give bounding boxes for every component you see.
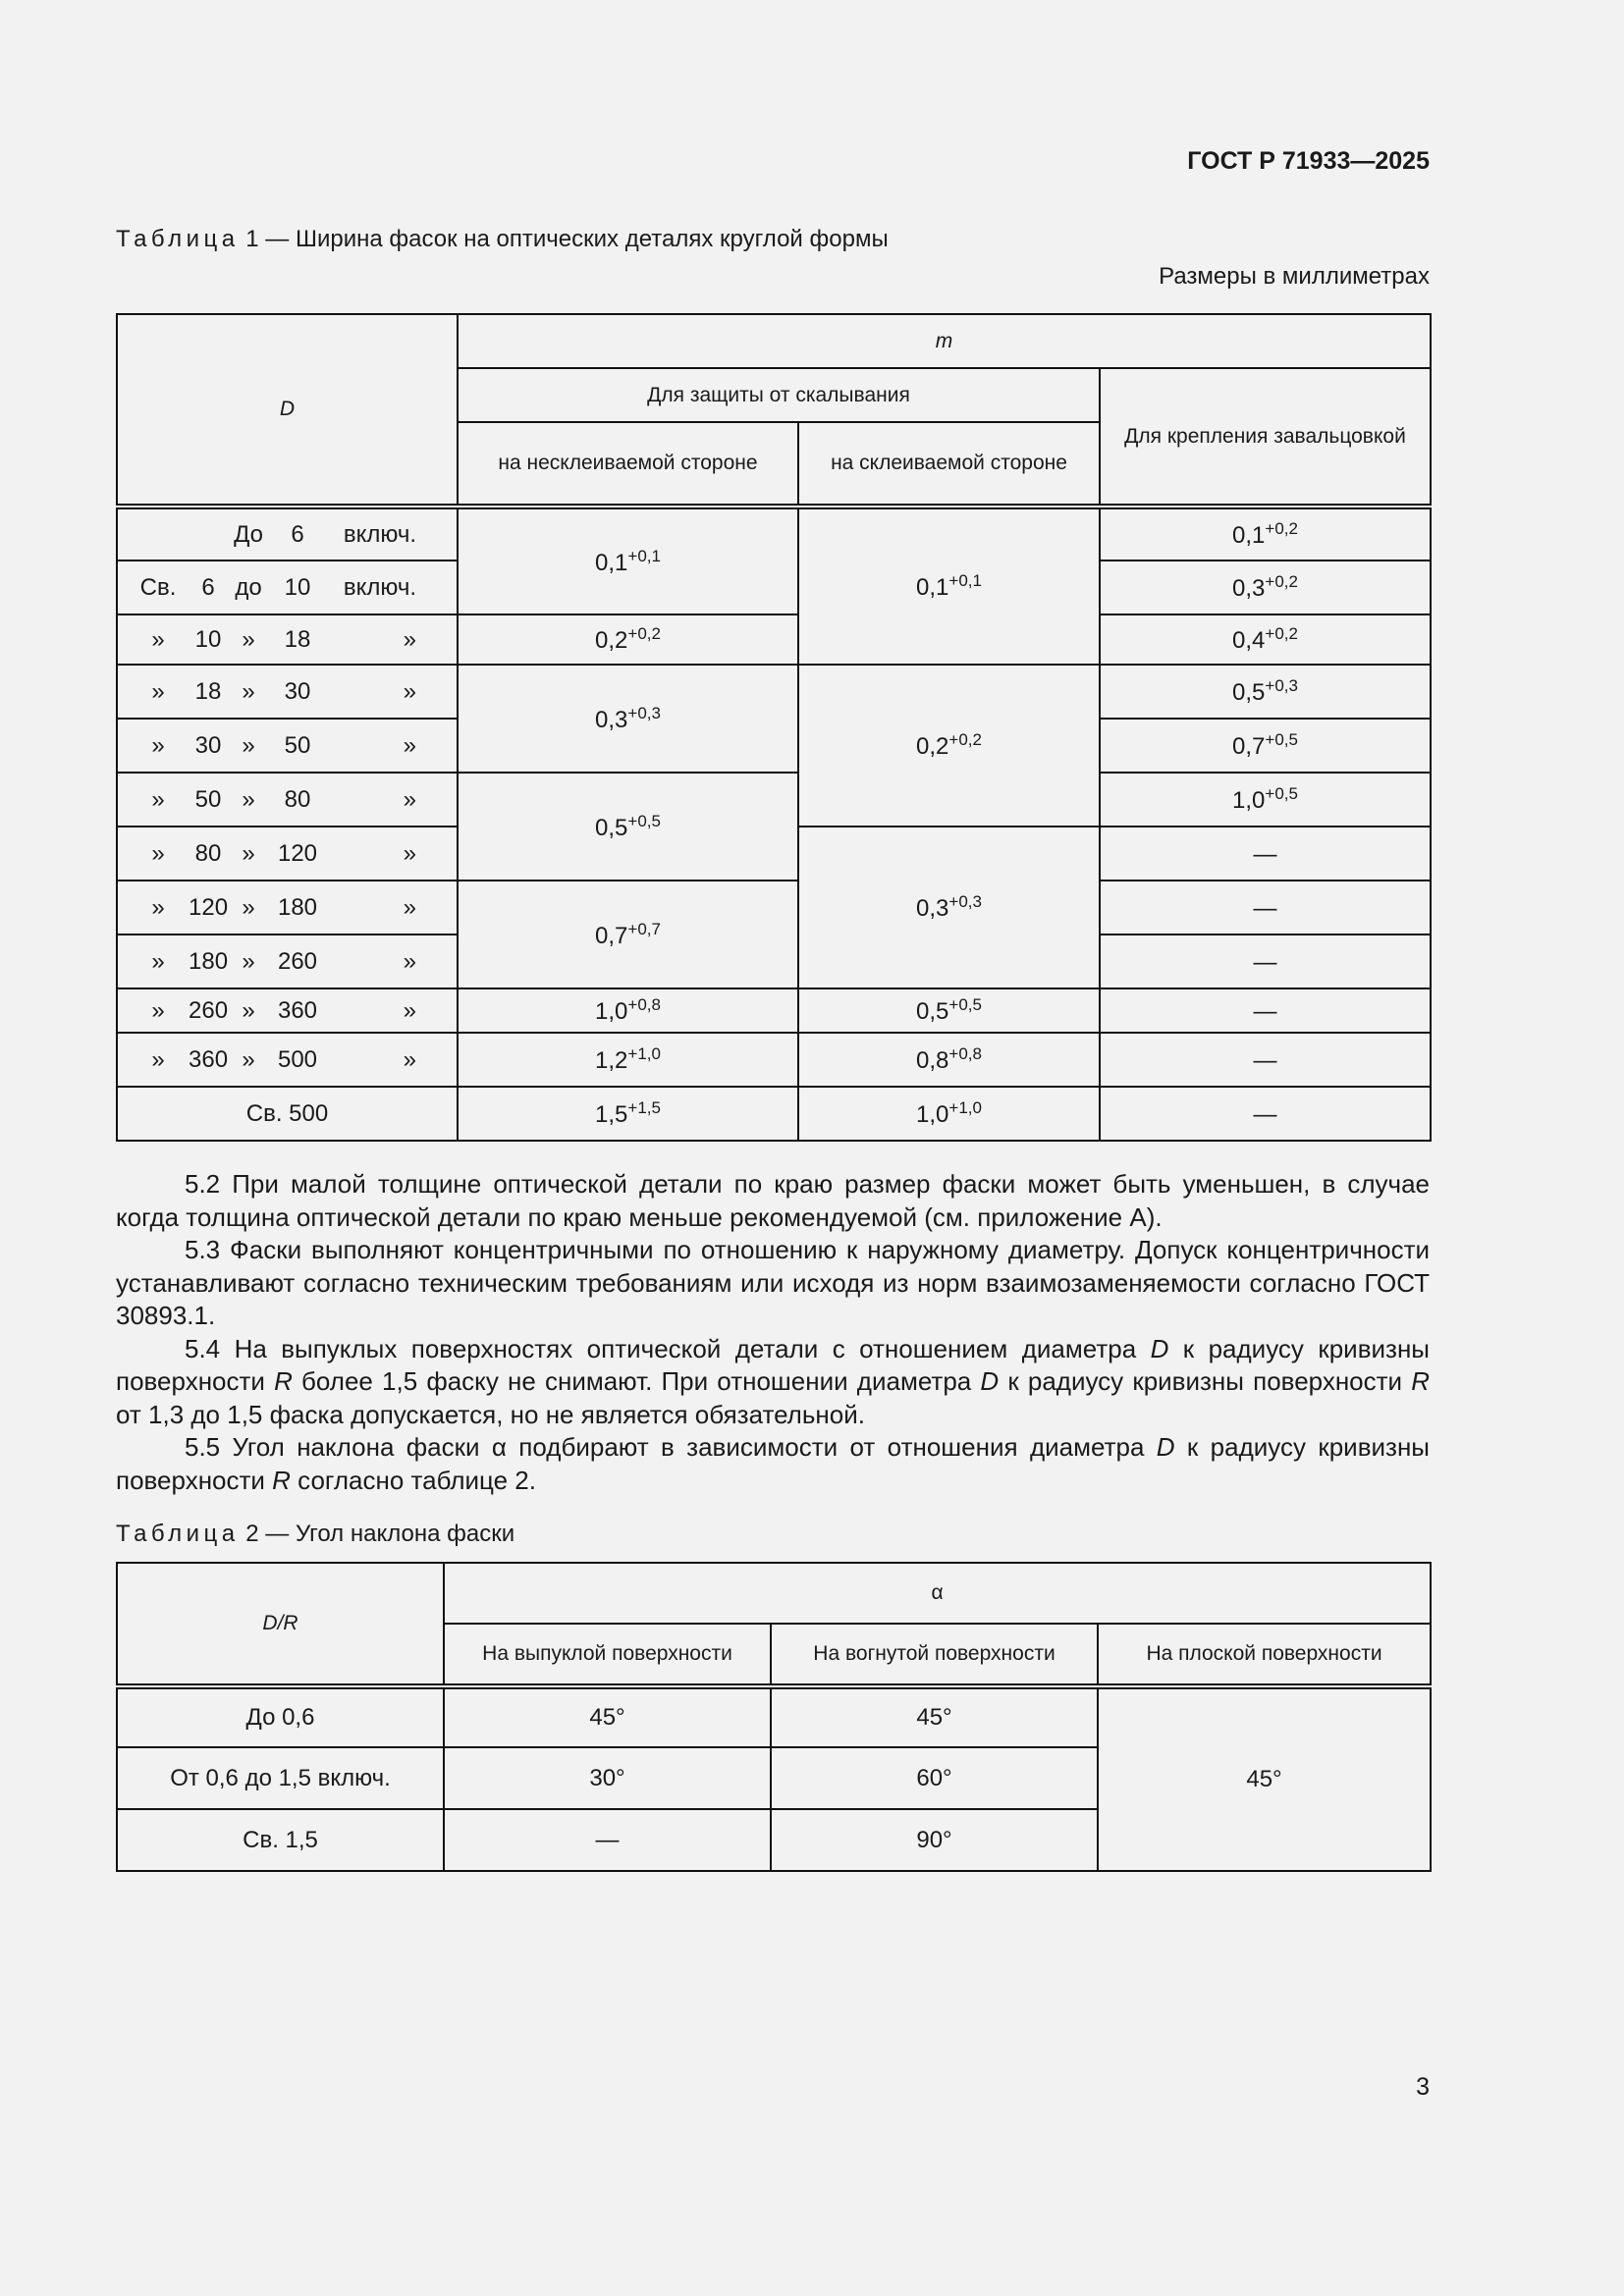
unglued-value-cell [458,1033,798,1087]
cell-text: 50 [284,731,311,759]
convex-angle-cell: — [444,1809,771,1871]
tolerance-text: +0,5 [1265,730,1298,749]
cell-text: » [151,996,165,1024]
text-run: 5.2 При малой толщине оптической детали по краю размер фаски может быть уменьшен, в случае когда толщина оптической детали по краю меньше рекомендуемой (см. приложение А). [116,1169,1430,1232]
table2-caption [116,1521,514,1548]
diameter-range-cell [117,827,458,881]
cell-text: » [403,996,416,1024]
cell-text: » [151,785,165,813]
tolerance-text: +0,2 [1265,624,1298,643]
convex-angle-cell: 45° [444,1686,771,1747]
cell-text: 0,1 [595,549,628,576]
tolerance-text: +0,3 [1265,676,1298,695]
mount-value-cell [1100,665,1431,719]
header-unglued-side: на несклеиваемой стороне [458,422,798,507]
cell-text: 0,1 [1232,522,1266,549]
tolerance-text: +0,2 [948,730,982,749]
cell-text: » [151,625,165,653]
mount-value-cell [1100,934,1431,988]
cell-text: » [242,1045,255,1073]
cell-text: 0,5 [595,814,628,841]
table1-caption-prefix: Таблица [116,226,240,252]
unglued-value-cell [458,614,798,665]
cell-text: » [151,893,165,921]
header-rolling-mount: Для крепления завальцовкой [1100,368,1431,507]
italic-symbol: R [1411,1366,1430,1396]
paragraph-5-5 [116,1431,1430,1497]
concave-angle-cell: 45° [771,1686,1098,1747]
tolerance-text: +0,1 [948,571,982,590]
table2-caption-prefix: Таблица [116,1521,240,1547]
cell-text: — [1253,1101,1277,1128]
cell-text: 1,5 [595,1101,628,1128]
header-alpha: α [444,1563,1431,1624]
diameter-range-cell [117,773,458,827]
unglued-value-cell [458,1087,798,1141]
cell-text: 0,7 [1232,733,1266,760]
text-run: 5.4 На выпуклых поверхностях оптической детали с отношением диаметра [185,1333,1151,1363]
table1-caption [116,226,889,253]
cell-text: 1,2 [595,1047,628,1074]
tolerance-text: +0,2 [1265,519,1298,538]
italic-symbol: R [272,1465,291,1495]
cell-text: 0,3 [595,706,628,733]
tolerance-text: +1,0 [627,1044,661,1063]
header-concave: На вогнутой поверхности [771,1624,1098,1686]
table2-body [117,1686,1431,1871]
text-run: к радиусу кривизны поверхности [116,1333,1430,1396]
cell-text: 80 [284,785,311,813]
table2-caption-title: 2 — Угол наклона фаски [239,1521,515,1547]
tolerance-text: +1,0 [948,1098,982,1117]
header-d-over-r: D/R [117,1563,444,1686]
diameter-range-cell [117,881,458,934]
text-run: к радиусу кривизны поверхности [116,1432,1430,1495]
cell-text: 500 [277,1045,318,1073]
cell-text: 6 [291,520,304,548]
cell-text: » [151,731,165,759]
cell-text: 120 [189,893,229,921]
mount-value-cell [1100,507,1431,561]
tolerance-text: +0,5 [948,995,982,1014]
cell-text: 1,0 [916,1101,949,1128]
cell-text: — [1253,998,1277,1025]
cell-text: 120 [277,839,318,867]
cell-text: — [1253,841,1277,868]
cell-text: 80 [194,839,222,867]
tolerance-text: +0,8 [948,1044,982,1063]
italic-symbol: D [1156,1432,1175,1462]
diameter-range-cell [117,507,458,561]
text-run: от 1,3 до 1,5 фаска допускается, но не является обязательной. [116,1399,865,1429]
cell-text: 1,0 [595,998,628,1025]
text-run: к радиусу кривизны поверхности [999,1366,1412,1396]
cell-text: — [1253,895,1277,922]
diameter-range-cell [117,719,458,773]
header-diameter: D [117,314,458,507]
document-code: ГОСТ Р 71933—2025 [1187,147,1430,175]
cell-text: 260 [189,996,229,1024]
unglued-value-cell [458,881,798,988]
mount-value-cell [1100,881,1431,934]
text-run: подбирают в зависимости от отношения диаметра [506,1432,1157,1462]
cell-text: включ. [343,573,416,601]
cell-text: » [242,839,255,867]
cell-text: — [1253,949,1277,976]
cell-text: » [403,839,416,867]
cell-text: 0,4 [1232,627,1266,654]
ratio-cell: Св. 1,5 [117,1809,444,1871]
tolerance-text: +1,5 [627,1098,661,1117]
cell-text: » [242,996,255,1024]
cell-text: 180 [189,947,229,975]
cell-text: включ. [343,520,416,548]
unglued-value-cell [458,773,798,881]
tolerance-text: +0,2 [627,624,661,643]
cell-text: 260 [277,947,318,975]
unglued-value-cell [458,665,798,773]
diameter-range-cell [117,614,458,665]
cell-text: 6 [201,573,215,601]
concave-angle-cell: 60° [771,1747,1098,1809]
cell-text: 0,5 [916,998,949,1025]
tolerance-text: +0,3 [948,892,982,911]
diameter-range-cell [117,561,458,614]
header-convex: На выпуклой поверхности [444,1624,771,1686]
mount-value-cell [1100,614,1431,665]
cell-text: 10 [194,625,222,653]
cell-text: » [151,677,165,705]
mount-value-cell [1100,988,1431,1033]
cell-text: » [242,785,255,813]
text-run: 5.5 Угол наклона фаски [185,1432,492,1462]
table1 [116,313,1432,1142]
cell-text: » [242,625,255,653]
cell-text: 360 [277,996,318,1024]
cell-text: 180 [277,893,318,921]
text-run: 5.3 Фаски выполняют концентричными по отношению к наружному диаметру. Допуск концентричности устанавливают согласно техническим требованиям или исходя из норм взаимозаменяемости согласно ГОСТ 30893.1. [116,1235,1430,1330]
mount-value-cell [1100,719,1431,773]
cell-text: » [403,1045,416,1073]
tolerance-text: +0,1 [627,546,661,565]
tolerance-text: +0,7 [627,919,661,938]
cell-text: 10 [284,573,311,601]
mount-value-cell [1100,561,1431,614]
cell-text: 50 [194,785,222,813]
italic-symbol: R [274,1366,293,1396]
concave-angle-cell: 90° [771,1809,1098,1871]
header-flat: На плоской поверхности [1098,1624,1431,1686]
text-run: более 1,5 фаску не снимают. При отношении диаметра [292,1366,981,1396]
paragraph-5-4 [116,1333,1430,1432]
cell-text: 30 [284,677,311,705]
cell-text: 0,2 [595,627,628,654]
table2 [116,1562,1432,1872]
cell-text: Св. [139,573,177,601]
glued-value-cell [798,988,1100,1033]
tolerance-text: +0,2 [1265,572,1298,591]
cell-text: 0,3 [1232,575,1266,602]
text-run: согласно таблице 2. [290,1465,536,1495]
cell-text: » [403,677,416,705]
cell-text: 1,0 [1232,787,1266,814]
cell-text: » [403,785,416,813]
cell-text: » [242,731,255,759]
mount-value-cell [1100,773,1431,827]
tolerance-text: +0,5 [1265,784,1298,803]
cell-text: » [403,893,416,921]
header-glued-side: на склеиваемой стороне [798,422,1100,507]
convex-angle-cell: 30° [444,1747,771,1809]
cell-text: 30 [194,731,222,759]
paragraph-5-2 [116,1168,1430,1234]
cell-text: » [151,839,165,867]
cell-text: до [235,573,262,601]
cell-text: — [1253,1047,1277,1074]
diameter-range-cell [117,988,458,1033]
cell-text: 0,3 [916,895,949,922]
glued-value-cell [798,507,1100,665]
tolerance-text: +0,3 [627,703,661,722]
cell-text: 360 [189,1045,229,1073]
flat-angle-cell: 45° [1098,1686,1431,1871]
cell-text: » [403,947,416,975]
ratio-cell: От 0,6 до 1,5 включ. [117,1747,444,1809]
paragraph-5-3 [116,1234,1430,1333]
cell-text: 0,5 [1232,679,1266,706]
cell-text: » [403,625,416,653]
table1-body [117,507,1431,1141]
cell-text: » [242,677,255,705]
cell-text: » [403,731,416,759]
table1-units-note: Размеры в миллиметрах [1159,263,1430,290]
diameter-range-cell [117,665,458,719]
cell-text: 0,2 [916,733,949,760]
glued-value-cell [798,827,1100,988]
diameter-range-cell [117,1033,458,1087]
cell-text: » [151,947,165,975]
italic-symbol: D [1150,1333,1169,1363]
unglued-value-cell [458,507,798,614]
tolerance-text: +0,8 [627,995,661,1014]
header-m: m [458,314,1431,368]
tolerance-text: +0,5 [627,811,661,830]
cell-text: 18 [284,625,311,653]
cell-text: 0,7 [595,922,628,949]
cell-text: » [242,893,255,921]
page-number: 3 [1416,2073,1430,2101]
cell-text: 18 [194,677,222,705]
text-run: α [491,1432,507,1462]
diameter-range-cell: Св. 500 [117,1087,458,1141]
italic-symbol: D [980,1366,1000,1396]
glued-value-cell [798,665,1100,827]
body-text [116,1168,1430,1497]
diameter-range-cell [117,934,458,988]
unglued-value-cell [458,988,798,1033]
mount-value-cell [1100,827,1431,881]
ratio-cell: До 0,6 [117,1686,444,1747]
cell-text: 0,8 [916,1047,949,1074]
glued-value-cell [798,1033,1100,1087]
cell-text: » [151,1045,165,1073]
cell-text: До [234,520,263,548]
cell-text: » [242,947,255,975]
cell-text: 0,1 [916,574,949,601]
mount-value-cell [1100,1087,1431,1141]
table1-caption-title: 1 — Ширина фасок на оптических деталях круглой формы [239,226,889,252]
header-chip-protection: Для защиты от скалывания [458,368,1100,422]
glued-value-cell [798,1087,1100,1141]
mount-value-cell [1100,1033,1431,1087]
